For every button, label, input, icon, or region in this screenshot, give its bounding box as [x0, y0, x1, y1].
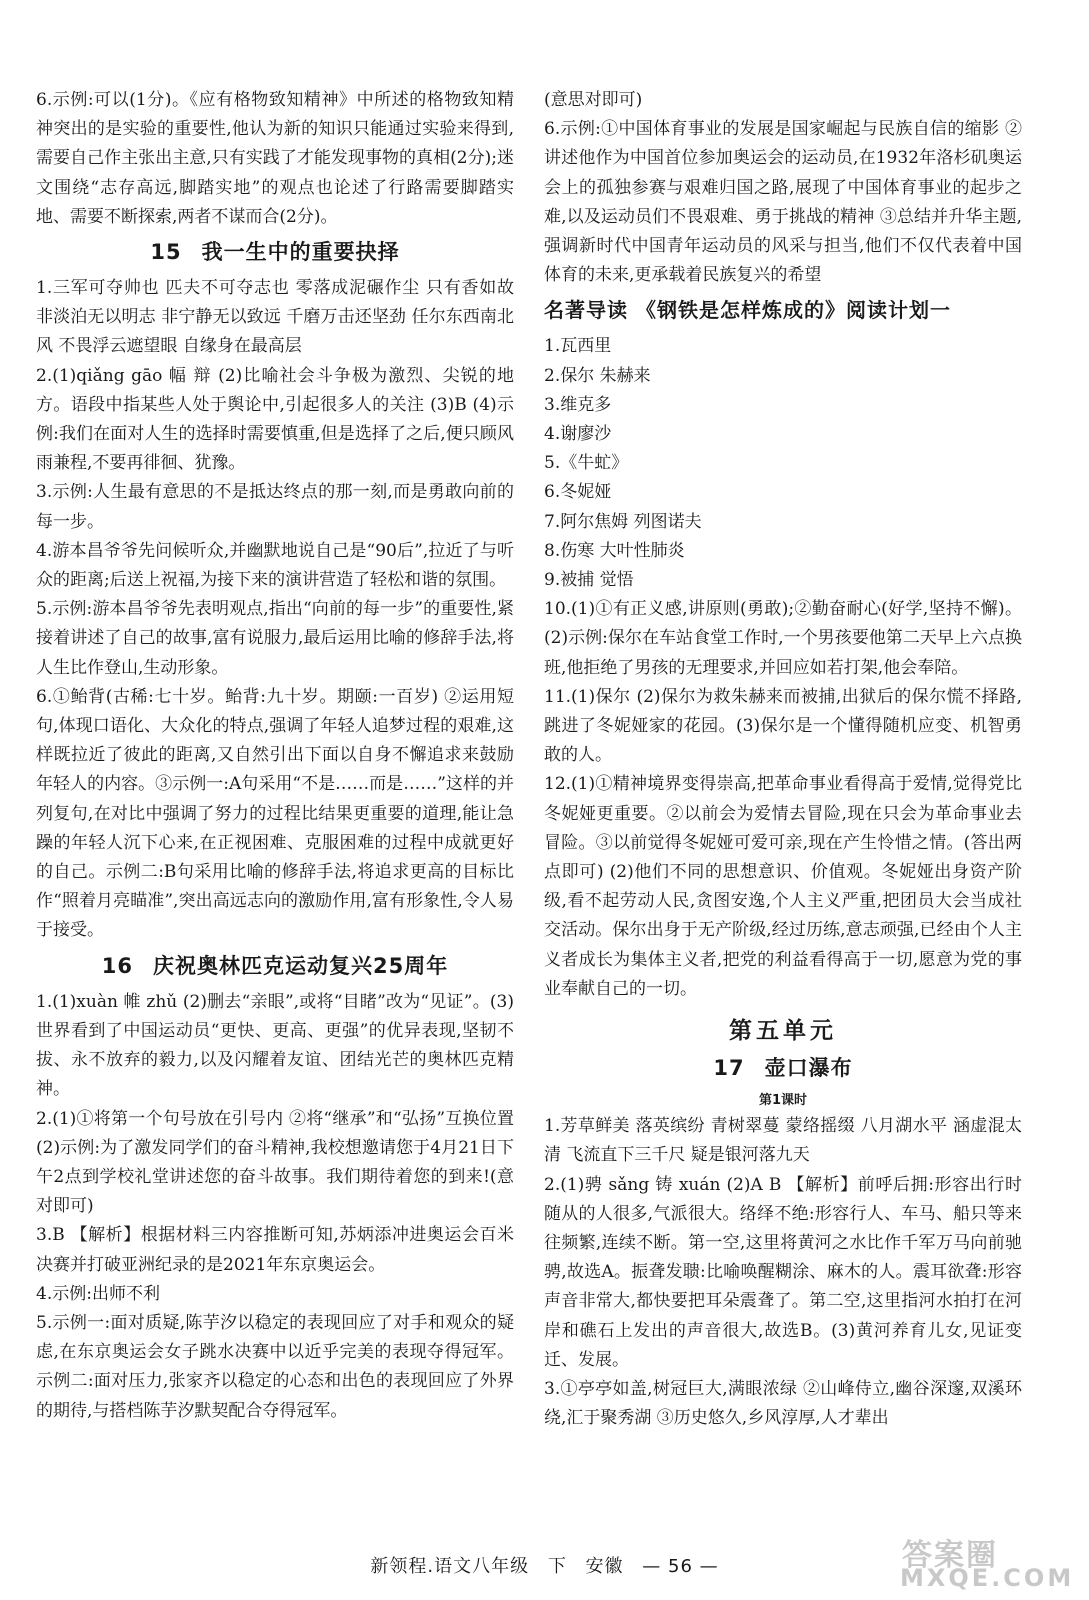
answer-para: 9.被捕 觉悟: [544, 570, 634, 591]
answer-para: 1.(1)xuàn 帷 zhǔ (2)删去“亲眼”,或将“目睹”改为“见证”。(3)世界看到了中国运动员“更快、更高、更强”的优异表现,坚韧不拔、永不放弃的毅力,以及闪耀着友谊、团结光芒的奥林匹克精神。: [36, 991, 514, 1100]
answer-para: 3.①亭亭如盖,树冠巨大,满眼浓绿 ②山峰侍立,幽谷深邃,双溪环绕,汇于聚秀湖 ③历史悠久,乡风淳厚,人才辈出: [544, 1378, 1022, 1429]
lesson-heading-16: [36, 950, 514, 982]
answer-para: 5.示例:游本昌爷爷先表明观点,指出“向前的每一步”的重要性,紧接着讲述了自己的故事,富有说服力,最后运用比喻的修辞手法,将人生比作登山,生动形象。: [36, 599, 514, 678]
answer-para: 3.维克多: [544, 394, 612, 415]
watermark-logo: [880, 1530, 1080, 1596]
lesson-heading-17: [544, 1052, 1022, 1084]
answer-para: (意思对即可): [544, 90, 643, 110]
footer-book: 新领程.语文八年级: [370, 1556, 530, 1577]
answer-para: 12.(1)①精神境界变得崇高,把革命事业看得高于爱情,觉得党比冬妮娅更重要。②以前会为爱情去冒险,现在只会为革命事业去冒险。③以前觉得冬妮娅可爱可亲,现在产生怜惜之情。(答出两点即可) (2)他们不同的思想意识、价值观。冬妮娅出身资产阶级,看不起劳动人民,贪图安逸,个人主义严重,把团员大会当成社交活动。保尔出身于无产阶级,经过历练,意志顽强,已经由个人主义者成长为集体主义者,把党的利益看得高于一切,愿意为党的事业奉献自己的一切。: [544, 774, 1022, 999]
answer-para: 1.三军可夺帅也 匹夫不可夺志也 零落成泥碾作尘 只有香如故 非淡泊无以明志 非宁静无以致远 千磨万击还坚劲 任尔东西南北风 不畏浮云遮望眼 自缘身在最高层: [36, 278, 514, 357]
answer-para: 11.(1)保尔 (2)保尔为救朱赫来而被捕,出狱后的保尔慌不择路,跳进了冬妮娅家的花园。(3)保尔是一个懂得随机应变、机智勇敢的人。: [544, 686, 1022, 766]
answer-para: 4.谢廖沙: [544, 424, 612, 445]
reading-guide-heading: 名著导读 《钢铁是怎样炼成的》阅读计划一: [544, 298, 951, 323]
right-column: [544, 86, 1022, 1433]
answer-para: 6.示例:可以(1分)。《应有格物致知精神》中所述的格物致知精神突出的是实验的重要性,他认为新的知识只能通过实验来得到,需要自己作主张出主意,只有实践了才能发现事物的真相(2分);迷文围绕“志存高远,脚踏实地”的观点也论述了行路需要脚踏实地、需要不断探索,两者不谋而合(2分)。: [36, 90, 514, 227]
answer-para: 2.(1)①将第一个句号放在引号内 ②将“继承”和“弘扬”互换位置 (2)示例:为了激发同学们的奋斗精神,我校想邀请您于4月21日下午2点到学校礼堂讲述您的奋斗故事。我们期待着您的到来!(意对即可): [36, 1108, 514, 1217]
answer-para: 2.保尔 朱赫来: [544, 365, 651, 386]
answer-para: 5.《牛虻》: [544, 453, 629, 474]
lesson-title: 庆祝奥林匹克运动复兴25周年: [153, 953, 449, 978]
lesson-number: 15: [150, 240, 182, 265]
unit-heading: 第五单元: [729, 1018, 837, 1045]
page-number: — 56 —: [642, 1556, 719, 1577]
answer-para: 1.瓦西里: [544, 336, 612, 357]
lesson-number: 16: [101, 953, 133, 978]
footer-volume: 下: [547, 1556, 567, 1577]
lesson-number: 17: [713, 1056, 745, 1081]
lesson-heading-15: [36, 236, 514, 268]
answer-para: 7.阿尔焦姆 列图诺夫: [544, 511, 702, 532]
answer-para: 6.①鲐背(古稀:七十岁。鲐背:九十岁。期颐:一百岁) ②运用短句,体现口语化、大众化的特点,强调了年轻人追梦过程的艰难,这样既拉近了彼此的距离,又自然引出下面以自身不懈追求来鼓励年轻人的内容。③示例一:A句采用“不是……而是……”这样的并列复句,在对比中强调了努力的过程比结果更重要的道理,能让急躁的年轻人沉下心来,在正视困难、克服困难的过程中成就更好的自己。示例二:B句采用比喻的修辞手法,将追求更高的目标比作“照着月亮瞄准”,突出高远志向的激励作用,富有形象性,令人易于接受。: [36, 686, 514, 941]
answer-para: 4.示例:出师不利: [36, 1283, 160, 1304]
answer-para: 5.示例一:面对质疑,陈芋汐以稳定的表现回应了对手和观众的疑虑,在东京奥运会女子跳水决赛中以近乎完美的表现夺得冠军。示例二:面对压力,张家齐以稳定的心态和出色的表现回应了外界的期待,与搭档陈芋汐默契配合夺得冠军。: [36, 1312, 514, 1421]
answer-para: 6.示例:①中国体育事业的发展是国家崛起与民族自信的缩影 ②讲述他作为中国首位参加奥运会的运动员,在1932年洛杉矶奥运会上的孤独参赛与艰难归国之路,展现了中国体育事业的起步之难,以及运动员们不畏艰难、勇于挑战的精神 ③总结并升华主题,强调新时代中国青年运动员的风采与担当,他们不仅代表着中国体育的未来,更承载着民族复兴的希望: [544, 119, 1022, 286]
answer-para: 10.(1)①有正义感,讲原则(勇敢);②勤奋耐心(好学,坚持不懈)。(2)示例:保尔在车站食堂工作时,一个男孩要他第二天早上六点换班,他拒绝了男孩的无理要求,并回应如若打架,他会奉陪。: [544, 599, 1022, 678]
watermark-line1: 答案圈: [902, 1538, 998, 1573]
left-column: [36, 86, 514, 1426]
answer-para: 6.冬妮娅: [544, 482, 612, 503]
answer-para: 3.示例:人生最有意思的不是抵达终点的那一刻,而是勇敢向前的每一步。: [36, 482, 514, 532]
answer-para: 3.B 【解析】根据材料三内容推断可知,苏炳添冲进奥运会百米决赛并打破亚洲纪录的是2021年东京奥运会。: [36, 1225, 514, 1275]
lesson-title: 我一生中的重要抉择: [201, 240, 400, 265]
answer-para: 8.伤寒 大叶性肺炎: [544, 540, 685, 561]
answer-para: 2.(1)qiǎng gāo 幅 辩 (2)比喻社会斗争极为激烈、尖锐的地方。语段中指某些人处于舆论中,引起很多人的关注 (3)B (4)示例:我们在面对人生的选择时需要慎重,但是选择了之后,便只顾风雨兼程,不要再徘徊、犹豫。: [36, 365, 514, 474]
footer-region: 安徽: [585, 1556, 624, 1577]
answer-para: 1.芳草鲜美 落英缤纷 青树翠蔓 蒙络摇缀 八月湖水平 涵虚混太清 飞流直下三千尺 疑是银河落九天: [544, 1116, 1022, 1166]
lesson-title: 壶口瀑布: [764, 1056, 853, 1081]
answer-para: 4.游本昌爷爷先问候听众,并幽默地说自己是“90后”,拉近了与听众的距离;后送上祝福,为接下来的演讲营造了轻松和谐的氛围。: [36, 540, 514, 591]
lesson-subheading: 第1课时: [758, 1093, 808, 1109]
answer-para: 2.(1)骋 sǎng 铸 xuán (2)A B 【解析】前呼后拥:形容出行时随从的人很多,气派很大。络绎不绝:形容行人、车马、船只等来往频繁,连续不断。第一空,这里将黄河之水比作千军万马向前驰骋,故选A。振聋发聩:比喻唤醒糊涂、麻木的人。震耳欲聋:形容声音非常大,都快要把耳朵震聋了。第二空,这里指河水拍打在河岸和礁石上发出的声音很大,故选B。(3)黄河养育儿女,见证变迁、发展。: [544, 1174, 1022, 1370]
watermark-line2: MXQE.COM: [900, 1564, 1075, 1592]
